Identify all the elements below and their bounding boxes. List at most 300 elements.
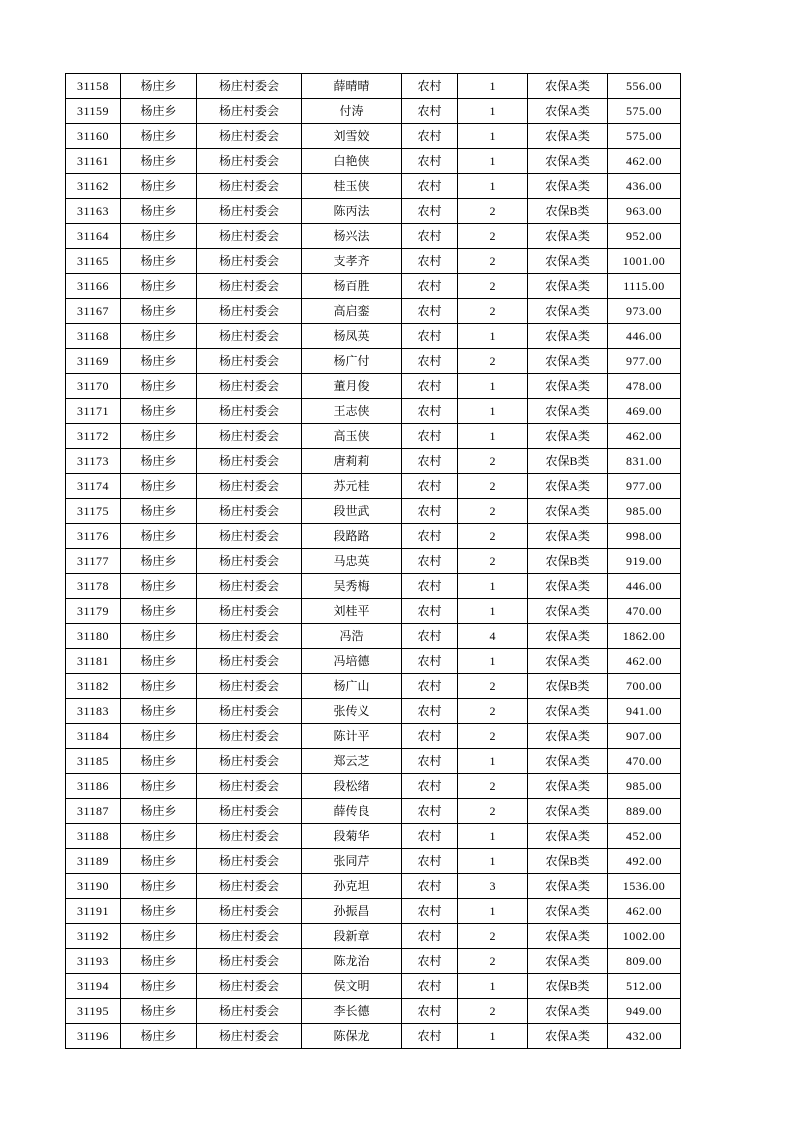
cell-residence: 农村 [402,574,458,599]
cell-amount: 1002.00 [608,924,681,949]
cell-committee: 杨庄村委会 [197,124,302,149]
table-row [66,749,681,774]
cell-residence: 农村 [402,399,458,424]
cell-name: 郑云芝 [302,749,402,774]
cell-township: 杨庄乡 [121,674,197,699]
cell-category: 农保A类 [528,299,608,324]
cell-amount: 977.00 [608,474,681,499]
cell-name: 段新章 [302,924,402,949]
table-row [66,349,681,374]
cell-count: 1 [458,749,528,774]
cell-township: 杨庄乡 [121,924,197,949]
cell-name: 杨兴法 [302,224,402,249]
cell-residence: 农村 [402,749,458,774]
cell-count: 2 [458,249,528,274]
cell-count: 1 [458,124,528,149]
table-row [66,724,681,749]
cell-category: 农保A类 [528,149,608,174]
cell-count: 2 [458,224,528,249]
cell-name: 段路路 [302,524,402,549]
table-row [66,74,681,99]
cell-category: 农保A类 [528,774,608,799]
cell-township: 杨庄乡 [121,499,197,524]
cell-count: 1 [458,1024,528,1049]
cell-category: 农保A类 [528,224,608,249]
table-row [66,474,681,499]
cell-category: 农保A类 [528,899,608,924]
cell-committee: 杨庄村委会 [197,99,302,124]
table-row [66,324,681,349]
table-row [66,374,681,399]
cell-committee: 杨庄村委会 [197,924,302,949]
cell-name: 李长德 [302,999,402,1024]
cell-amount: 1862.00 [608,624,681,649]
cell-township: 杨庄乡 [121,849,197,874]
cell-id: 31178 [66,574,121,599]
cell-residence: 农村 [402,524,458,549]
cell-id: 31176 [66,524,121,549]
cell-residence: 农村 [402,74,458,99]
cell-committee: 杨庄村委会 [197,524,302,549]
cell-amount: 469.00 [608,399,681,424]
cell-name: 陈丙法 [302,199,402,224]
cell-category: 农保B类 [528,674,608,699]
cell-count: 1 [458,99,528,124]
cell-residence: 农村 [402,474,458,499]
cell-category: 农保A类 [528,374,608,399]
cell-committee: 杨庄村委会 [197,899,302,924]
cell-category: 农保A类 [528,874,608,899]
cell-residence: 农村 [402,799,458,824]
table-row [66,499,681,524]
cell-id: 31183 [66,699,121,724]
cell-count: 1 [458,174,528,199]
cell-name: 张同芹 [302,849,402,874]
cell-township: 杨庄乡 [121,174,197,199]
cell-committee: 杨庄村委会 [197,249,302,274]
cell-amount: 998.00 [608,524,681,549]
cell-count: 2 [458,924,528,949]
table-row [66,824,681,849]
cell-name: 段世武 [302,499,402,524]
cell-amount: 462.00 [608,424,681,449]
cell-id: 31192 [66,924,121,949]
cell-category: 农保A类 [528,599,608,624]
cell-id: 31159 [66,99,121,124]
cell-committee: 杨庄村委会 [197,399,302,424]
cell-id: 31173 [66,449,121,474]
cell-committee: 杨庄村委会 [197,999,302,1024]
cell-name: 马忠英 [302,549,402,574]
cell-committee: 杨庄村委会 [197,549,302,574]
cell-name: 唐莉莉 [302,449,402,474]
table-row [66,99,681,124]
cell-township: 杨庄乡 [121,399,197,424]
table-row [66,224,681,249]
cell-amount: 462.00 [608,899,681,924]
cell-name: 桂玉侠 [302,174,402,199]
cell-amount: 436.00 [608,174,681,199]
cell-name: 付涛 [302,99,402,124]
cell-committee: 杨庄村委会 [197,599,302,624]
cell-township: 杨庄乡 [121,1024,197,1049]
cell-amount: 985.00 [608,774,681,799]
cell-category: 农保A类 [528,174,608,199]
cell-residence: 农村 [402,449,458,474]
cell-category: 农保A类 [528,249,608,274]
cell-amount: 512.00 [608,974,681,999]
cell-name: 段松绪 [302,774,402,799]
cell-amount: 575.00 [608,99,681,124]
cell-category: 农保A类 [528,624,608,649]
cell-residence: 农村 [402,649,458,674]
cell-residence: 农村 [402,674,458,699]
cell-id: 31194 [66,974,121,999]
cell-name: 薛晴晴 [302,74,402,99]
cell-id: 31162 [66,174,121,199]
cell-category: 农保A类 [528,474,608,499]
cell-township: 杨庄乡 [121,449,197,474]
cell-name: 王志侠 [302,399,402,424]
cell-committee: 杨庄村委会 [197,699,302,724]
cell-category: 农保A类 [528,124,608,149]
cell-count: 2 [458,724,528,749]
cell-committee: 杨庄村委会 [197,374,302,399]
table-row [66,699,681,724]
cell-count: 2 [458,499,528,524]
cell-residence: 农村 [402,374,458,399]
cell-id: 31182 [66,674,121,699]
cell-count: 2 [458,274,528,299]
cell-committee: 杨庄村委会 [197,724,302,749]
table-row [66,124,681,149]
cell-residence: 农村 [402,724,458,749]
cell-id: 31166 [66,274,121,299]
cell-amount: 462.00 [608,149,681,174]
cell-name: 陈保龙 [302,1024,402,1049]
cell-name: 孙振昌 [302,899,402,924]
cell-category: 农保A类 [528,499,608,524]
cell-name: 陈计平 [302,724,402,749]
cell-township: 杨庄乡 [121,899,197,924]
cell-committee: 杨庄村委会 [197,674,302,699]
cell-category: 农保B类 [528,449,608,474]
table-row [66,799,681,824]
cell-count: 1 [458,599,528,624]
cell-residence: 农村 [402,849,458,874]
cell-residence: 农村 [402,349,458,374]
cell-category: 农保A类 [528,949,608,974]
cell-name: 董月俊 [302,374,402,399]
cell-count: 1 [458,899,528,924]
table-row [66,274,681,299]
cell-committee: 杨庄村委会 [197,624,302,649]
cell-category: 农保B类 [528,199,608,224]
cell-amount: 952.00 [608,224,681,249]
table-row [66,149,681,174]
cell-name: 杨广付 [302,349,402,374]
cell-committee: 杨庄村委会 [197,424,302,449]
cell-name: 杨广山 [302,674,402,699]
cell-township: 杨庄乡 [121,474,197,499]
cell-amount: 432.00 [608,1024,681,1049]
cell-amount: 977.00 [608,349,681,374]
cell-committee: 杨庄村委会 [197,274,302,299]
cell-township: 杨庄乡 [121,724,197,749]
cell-name: 高玉侠 [302,424,402,449]
cell-residence: 农村 [402,499,458,524]
table-row [66,174,681,199]
cell-count: 1 [458,824,528,849]
cell-name: 陈龙治 [302,949,402,974]
table-row [66,649,681,674]
cell-township: 杨庄乡 [121,774,197,799]
cell-committee: 杨庄村委会 [197,324,302,349]
cell-amount: 907.00 [608,724,681,749]
cell-count: 1 [458,849,528,874]
table-row [66,874,681,899]
cell-township: 杨庄乡 [121,699,197,724]
cell-amount: 446.00 [608,324,681,349]
cell-name: 杨百胜 [302,274,402,299]
cell-residence: 农村 [402,699,458,724]
table-row [66,849,681,874]
cell-committee: 杨庄村委会 [197,224,302,249]
cell-township: 杨庄乡 [121,224,197,249]
cell-count: 1 [458,574,528,599]
cell-count: 1 [458,374,528,399]
cell-name: 高启銮 [302,299,402,324]
cell-amount: 985.00 [608,499,681,524]
cell-township: 杨庄乡 [121,999,197,1024]
cell-township: 杨庄乡 [121,124,197,149]
cell-amount: 1001.00 [608,249,681,274]
cell-category: 农保A类 [528,1024,608,1049]
cell-id: 31177 [66,549,121,574]
cell-count: 1 [458,424,528,449]
cell-id: 31186 [66,774,121,799]
cell-residence: 农村 [402,299,458,324]
cell-category: 农保A类 [528,574,608,599]
cell-residence: 农村 [402,549,458,574]
cell-township: 杨庄乡 [121,749,197,774]
cell-name: 苏元桂 [302,474,402,499]
table-row [66,899,681,924]
cell-township: 杨庄乡 [121,349,197,374]
cell-id: 31168 [66,324,121,349]
cell-township: 杨庄乡 [121,549,197,574]
cell-township: 杨庄乡 [121,824,197,849]
cell-name: 张传义 [302,699,402,724]
table-row [66,399,681,424]
cell-township: 杨庄乡 [121,324,197,349]
cell-residence: 农村 [402,249,458,274]
cell-name: 刘雪姣 [302,124,402,149]
cell-count: 2 [458,799,528,824]
cell-committee: 杨庄村委会 [197,649,302,674]
cell-residence: 农村 [402,949,458,974]
cell-committee: 杨庄村委会 [197,749,302,774]
cell-residence: 农村 [402,999,458,1024]
cell-amount: 700.00 [608,674,681,699]
cell-committee: 杨庄村委会 [197,174,302,199]
cell-count: 2 [458,674,528,699]
table-row [66,524,681,549]
table-row [66,1024,681,1049]
cell-category: 农保B类 [528,974,608,999]
cell-id: 31161 [66,149,121,174]
cell-count: 1 [458,974,528,999]
table-row [66,774,681,799]
cell-amount: 831.00 [608,449,681,474]
cell-count: 3 [458,874,528,899]
cell-committee: 杨庄村委会 [197,1024,302,1049]
cell-amount: 949.00 [608,999,681,1024]
cell-category: 农保A类 [528,399,608,424]
cell-name: 薛传良 [302,799,402,824]
cell-committee: 杨庄村委会 [197,199,302,224]
cell-township: 杨庄乡 [121,299,197,324]
cell-residence: 农村 [402,624,458,649]
cell-residence: 农村 [402,224,458,249]
cell-count: 2 [458,474,528,499]
cell-amount: 963.00 [608,199,681,224]
cell-residence: 农村 [402,1024,458,1049]
cell-committee: 杨庄村委会 [197,974,302,999]
cell-amount: 478.00 [608,374,681,399]
cell-residence: 农村 [402,899,458,924]
cell-id: 31171 [66,399,121,424]
cell-id: 31196 [66,1024,121,1049]
cell-amount: 556.00 [608,74,681,99]
cell-committee: 杨庄村委会 [197,799,302,824]
cell-id: 31188 [66,824,121,849]
cell-category: 农保A类 [528,99,608,124]
cell-name: 孙克坦 [302,874,402,899]
cell-category: 农保B类 [528,849,608,874]
cell-name: 段菊华 [302,824,402,849]
cell-category: 农保A类 [528,824,608,849]
cell-residence: 农村 [402,424,458,449]
payment-table [65,73,681,1049]
cell-id: 31195 [66,999,121,1024]
cell-id: 31158 [66,74,121,99]
cell-id: 31191 [66,899,121,924]
table-row [66,574,681,599]
cell-amount: 889.00 [608,799,681,824]
cell-township: 杨庄乡 [121,574,197,599]
cell-township: 杨庄乡 [121,74,197,99]
cell-township: 杨庄乡 [121,799,197,824]
table-row [66,999,681,1024]
cell-township: 杨庄乡 [121,974,197,999]
cell-count: 1 [458,399,528,424]
cell-count: 2 [458,199,528,224]
cell-id: 31180 [66,624,121,649]
cell-committee: 杨庄村委会 [197,949,302,974]
table-row [66,549,681,574]
cell-amount: 470.00 [608,749,681,774]
cell-id: 31163 [66,199,121,224]
cell-category: 农保A类 [528,74,608,99]
cell-committee: 杨庄村委会 [197,874,302,899]
table-body [66,74,681,1049]
cell-count: 2 [458,774,528,799]
cell-id: 31190 [66,874,121,899]
cell-residence: 农村 [402,924,458,949]
cell-residence: 农村 [402,199,458,224]
cell-category: 农保A类 [528,274,608,299]
cell-residence: 农村 [402,124,458,149]
cell-name: 吴秀梅 [302,574,402,599]
cell-id: 31193 [66,949,121,974]
cell-residence: 农村 [402,174,458,199]
cell-residence: 农村 [402,599,458,624]
cell-committee: 杨庄村委会 [197,574,302,599]
cell-committee: 杨庄村委会 [197,474,302,499]
cell-committee: 杨庄村委会 [197,824,302,849]
cell-name: 冯培德 [302,649,402,674]
cell-count: 1 [458,324,528,349]
cell-amount: 941.00 [608,699,681,724]
table-row [66,249,681,274]
cell-id: 31172 [66,424,121,449]
cell-id: 31174 [66,474,121,499]
table-row [66,924,681,949]
cell-township: 杨庄乡 [121,949,197,974]
cell-id: 31167 [66,299,121,324]
table-row [66,199,681,224]
cell-category: 农保A类 [528,649,608,674]
cell-id: 31164 [66,224,121,249]
cell-id: 31187 [66,799,121,824]
cell-amount: 462.00 [608,649,681,674]
cell-amount: 492.00 [608,849,681,874]
cell-count: 4 [458,624,528,649]
cell-amount: 446.00 [608,574,681,599]
cell-residence: 农村 [402,874,458,899]
cell-category: 农保A类 [528,424,608,449]
cell-name: 白艳侠 [302,149,402,174]
cell-committee: 杨庄村委会 [197,149,302,174]
cell-category: 农保A类 [528,724,608,749]
cell-category: 农保A类 [528,999,608,1024]
cell-count: 2 [458,549,528,574]
cell-count: 2 [458,699,528,724]
cell-township: 杨庄乡 [121,649,197,674]
table-row [66,949,681,974]
cell-count: 1 [458,149,528,174]
cell-committee: 杨庄村委会 [197,74,302,99]
cell-id: 31181 [66,649,121,674]
cell-township: 杨庄乡 [121,599,197,624]
cell-township: 杨庄乡 [121,874,197,899]
cell-category: 农保A类 [528,699,608,724]
cell-category: 农保A类 [528,324,608,349]
cell-residence: 农村 [402,99,458,124]
cell-amount: 809.00 [608,949,681,974]
cell-id: 31179 [66,599,121,624]
cell-committee: 杨庄村委会 [197,449,302,474]
cell-name: 杨凤英 [302,324,402,349]
cell-township: 杨庄乡 [121,249,197,274]
cell-amount: 973.00 [608,299,681,324]
cell-count: 1 [458,649,528,674]
cell-count: 2 [458,449,528,474]
cell-residence: 农村 [402,274,458,299]
cell-township: 杨庄乡 [121,274,197,299]
cell-name: 冯浩 [302,624,402,649]
